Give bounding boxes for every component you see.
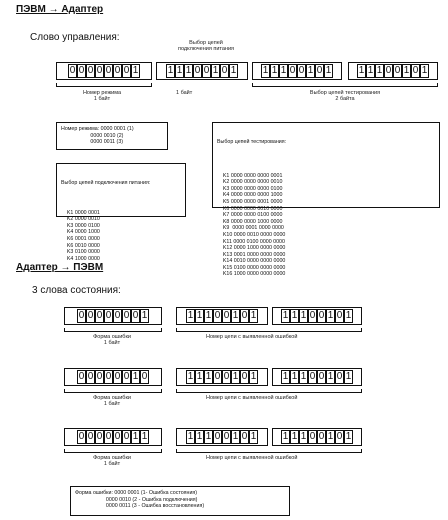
bit: 1	[232, 431, 239, 442]
bit: 0	[394, 65, 401, 76]
chain-number-label: Номер цепи с выявленной ошибкой	[206, 334, 298, 340]
chain-byte1-group	[176, 368, 268, 386]
bit: 1	[132, 65, 139, 76]
bit: 1	[187, 371, 194, 382]
mode-bracket	[56, 83, 152, 87]
bit: 1	[291, 371, 298, 382]
bit: 0	[412, 65, 419, 76]
bit: 0	[141, 371, 148, 382]
bit: 0	[105, 65, 112, 76]
bit: 0	[214, 371, 221, 382]
chain-byte1-group	[176, 428, 268, 446]
bit: 1	[282, 371, 289, 382]
error-bracket	[64, 328, 162, 332]
error-form-label: Форма ошибки 1 байт	[93, 334, 131, 346]
bit: 1	[300, 431, 307, 442]
bit: 1	[167, 65, 174, 76]
test-byte1-group	[252, 62, 342, 80]
chain-number-label: Номер цепи с выявленной ошибкой	[206, 395, 298, 401]
bit: 0	[309, 371, 316, 382]
bit: 1	[132, 431, 139, 442]
chain-byte2-group	[272, 307, 362, 325]
bit: 0	[336, 310, 343, 321]
bit: 1	[232, 371, 239, 382]
bit: 1	[132, 371, 139, 382]
test-label: Выбор цепей тестирования 2 байта	[309, 90, 381, 102]
bit: 0	[87, 310, 94, 321]
error-byte-group	[64, 307, 162, 325]
bit: 0	[241, 371, 248, 382]
bit: 1	[141, 431, 148, 442]
bit: 0	[105, 310, 112, 321]
bit: 1	[291, 310, 298, 321]
bit: 1	[300, 371, 307, 382]
bit: 0	[105, 431, 112, 442]
bit: 0	[96, 431, 103, 442]
error-bracket	[64, 449, 162, 453]
bit: 1	[205, 310, 212, 321]
mode-byte-group	[56, 62, 152, 80]
power-box-left: K1 0000 0001 K2 0000 0010 K3 0000 0100 K4 0000 1000	[66, 209, 100, 236]
bit: 0	[221, 65, 228, 76]
bit: 1	[345, 371, 352, 382]
bit: 1	[230, 65, 237, 76]
bit: 1	[345, 431, 352, 442]
test-box-title: Выбор цепей тестирования:	[217, 139, 287, 146]
mode-label: Номер режима 1 байт	[82, 90, 122, 102]
bit: 0	[96, 65, 103, 76]
bit: 1	[367, 65, 374, 76]
test-box-right: K9 0000 0001 0000 0000 K10 0000 0010 0000 0000 K11 0000 0100 0000 0000 K12 0000 1000 0000 0000 K13 0001 0000 0000 0000 K14 0010 0000 0000 0000 K15 0100 0000 0000 0000 K16 1000 0000 0000 0000	[222, 225, 286, 278]
bit: 0	[96, 310, 103, 321]
error-form-label: Форма ошибки 1 байт	[93, 455, 131, 467]
test-byte2-group	[348, 62, 438, 80]
chain-byte2-group	[272, 368, 362, 386]
bit: 1	[280, 65, 287, 76]
bit: 1	[250, 431, 257, 442]
power-box-title: Выбор цепей подключения питания:	[61, 180, 151, 187]
bit: 0	[105, 371, 112, 382]
bit: 0	[194, 65, 201, 76]
bit: 0	[241, 310, 248, 321]
bit: 1	[262, 65, 269, 76]
bit: 1	[250, 371, 257, 382]
bit: 1	[358, 65, 365, 76]
bit: 0	[78, 371, 85, 382]
power-select-top-label: Выбор цепей подключения питания	[178, 40, 235, 52]
error-form-box: Форма ошибки: 0000 0001 (1- Ошибка состояния) 0000 0010 (2 - Ошибка подключения) 0000 0011 (3 - Ошибка восстановления)	[70, 486, 290, 516]
bit: 0	[336, 371, 343, 382]
test-box	[212, 122, 440, 278]
bit: 1	[327, 371, 334, 382]
bit: 1	[325, 65, 332, 76]
bit: 1	[403, 65, 410, 76]
bit: 0	[87, 65, 94, 76]
bit: 0	[214, 431, 221, 442]
bit: 1	[187, 310, 194, 321]
section1-header: ПЭВМ → Адаптер	[16, 4, 104, 15]
chain-byte2-group	[272, 428, 362, 446]
bit: 1	[271, 65, 278, 76]
bit: 1	[232, 310, 239, 321]
chain-byte1-group	[176, 307, 268, 325]
chain-number-label: Номер цепи с выявленной ошибкой	[206, 455, 298, 461]
bit: 0	[78, 431, 85, 442]
error-byte-group	[64, 428, 162, 446]
bit: 0	[318, 431, 325, 442]
bit: 1	[205, 431, 212, 442]
bit: 1	[327, 310, 334, 321]
test-box-left: K1 0000 0000 0000 0001 K2 0000 0000 0000 0010 K3 0000 0000 0000 0100 K4 0000 0000 0000 1000 K5 0000 0000 0001 0000 K6 0000 0000 0010 0000 K7 0000 0000 0100 0000 K8 0000 0000 1000 0000	[222, 172, 283, 225]
bit: 1	[291, 431, 298, 442]
bit: 0	[318, 310, 325, 321]
bit: 0	[223, 431, 230, 442]
bit: 0	[309, 310, 316, 321]
bit: 0	[309, 431, 316, 442]
bit: 1	[282, 310, 289, 321]
bit: 0	[123, 371, 130, 382]
bit: 0	[385, 65, 392, 76]
bit: 0	[123, 65, 130, 76]
bit: 1	[376, 65, 383, 76]
bit: 0	[203, 65, 210, 76]
bit: 0	[336, 431, 343, 442]
bit: 0	[318, 371, 325, 382]
bit: 1	[185, 65, 192, 76]
bit: 1	[187, 431, 194, 442]
chain-bracket	[176, 449, 362, 453]
bit: 1	[196, 371, 203, 382]
error-bracket	[64, 389, 162, 393]
mode-box: Номер режима: 0000 0001 (1) 0000 0010 (2) 0000 0011 (3)	[56, 122, 168, 150]
bit: 0	[123, 431, 130, 442]
bit: 1	[327, 431, 334, 442]
power-box-right: K6 0001 0000 K6 0010 0000 K3 0100 0000 K4 1000 0000	[66, 235, 100, 262]
bit: 0	[214, 310, 221, 321]
bit: 0	[69, 65, 76, 76]
bit: 0	[114, 371, 121, 382]
bit: 0	[78, 65, 85, 76]
bit: 0	[87, 431, 94, 442]
chain-bracket	[176, 328, 362, 332]
status-words-label: 3 слова состояния:	[32, 285, 121, 296]
bit: 0	[114, 310, 121, 321]
bit: 0	[114, 431, 121, 442]
test-bracket	[252, 83, 438, 87]
bit: 0	[114, 65, 121, 76]
bit: 1	[282, 431, 289, 442]
bit: 1	[196, 431, 203, 442]
bit: 1	[307, 65, 314, 76]
bit: 1	[176, 65, 183, 76]
bit: 0	[78, 310, 85, 321]
power-box	[56, 163, 186, 262]
section2-header: Адаптер → ПЭВМ	[16, 262, 104, 273]
bit: 0	[87, 371, 94, 382]
bit: 0	[223, 310, 230, 321]
bit: 0	[316, 65, 323, 76]
bit: 1	[205, 371, 212, 382]
bit: 0	[289, 65, 296, 76]
bit: 0	[241, 431, 248, 442]
bit: 1	[141, 310, 148, 321]
bit: 1	[196, 310, 203, 321]
error-form-label: Форма ошибки 1 байт	[93, 395, 131, 407]
bit: 0	[132, 310, 139, 321]
bit: 1	[345, 310, 352, 321]
bit: 0	[96, 371, 103, 382]
chain-bracket	[176, 389, 362, 393]
control-word-label: Слово управления:	[30, 32, 120, 43]
error-byte-group	[64, 368, 162, 386]
bit: 1	[421, 65, 428, 76]
power-label: 1 байт	[176, 90, 193, 96]
bit: 1	[250, 310, 257, 321]
bit: 0	[298, 65, 305, 76]
bit: 1	[212, 65, 219, 76]
bit: 1	[300, 310, 307, 321]
power-byte-group	[156, 62, 248, 80]
bit: 0	[123, 310, 130, 321]
bit: 0	[223, 371, 230, 382]
